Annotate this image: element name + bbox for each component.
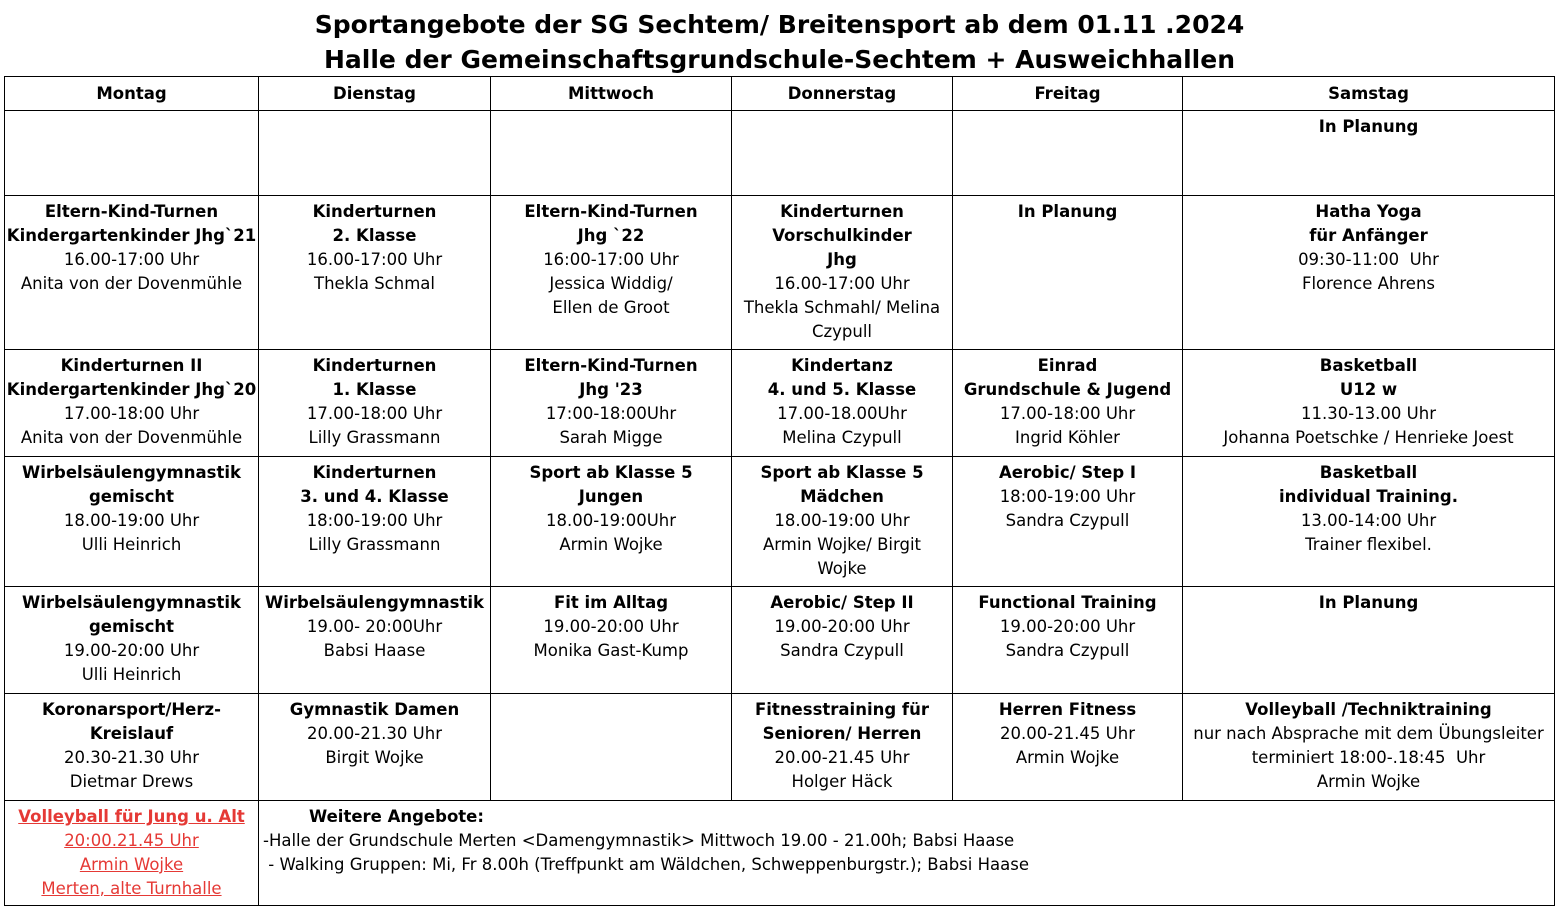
schedule-cell [953,587,1183,694]
course-title: Functional Training [978,593,1157,612]
course-title: Senioren/ Herren [762,724,922,743]
course-time: 18:00-19:00 Uhr [306,511,443,530]
schedule-cell [491,457,732,587]
schedule-cell [1183,350,1555,457]
course-time: 19.00-20:00 Uhr [63,641,200,660]
course-title: Eltern-Kind-Turnen [524,202,698,221]
course-detail: Thekla Schmal [314,274,435,293]
schedule-row [5,111,1555,196]
course-detail: Ulli Heinrich [81,665,182,684]
course-title: Mädchen [800,487,884,506]
schedule-cell [732,694,953,801]
course-title: Wirbelsäulengymnastik [265,593,484,612]
course-title: Aerobic/ Step II [770,593,914,612]
schedule-cell [953,694,1183,801]
course-title: Jhg '23 [579,380,643,399]
course-title: In Planung [1318,593,1419,612]
schedule-cell [259,196,491,350]
course-detail: Sandra Czypull [1005,641,1130,660]
course-title: Hatha Yoga [1315,202,1422,221]
course-time: 17.00-18:00 Uhr [63,404,200,423]
day-header: Freitag [953,77,1183,111]
course-title: Eltern-Kind-Turnen [524,356,698,375]
course-title: 1. Klasse [332,380,417,399]
schedule-cell [5,694,259,801]
course-detail: Sandra Czypull [1005,511,1130,530]
schedule-row [5,587,1555,694]
course-title: Fit im Alltag [553,593,669,612]
course-detail: terminiert 18:00-.18:45 Uhr [1251,748,1486,767]
course-detail: Armin Wojke [1015,748,1120,767]
course-time: 19.00- 20:00Uhr [306,617,443,636]
course-detail: Ingrid Köhler [1015,428,1120,447]
course-title: Kinderturnen [312,356,437,375]
schedule-cell [953,350,1183,457]
course-detail: Trainer flexibel. [1305,535,1432,554]
page-title: Sportangebote der SG Sechtem/ Breitensport ab dem 01.11 .2024 [314,10,1245,39]
course-time: 17.00-18.00Uhr [777,404,907,423]
volleyball-title: Volleyball für Jung u. Alt [18,807,245,826]
course-title: Fitnesstraining für [755,700,929,719]
course-title: U12 w [1339,380,1398,399]
course-detail: Babsi Haase [323,641,426,660]
course-title: Kindertanz [791,356,893,375]
further-offers-heading: Weitere Angebote: [309,807,484,826]
course-title: Jungen [578,487,644,506]
course-detail: Czypull [811,322,873,341]
schedule-row [5,457,1555,587]
day-header: Samstag [1183,77,1555,111]
schedule-cell [259,350,491,457]
course-title: Kinderturnen [312,202,437,221]
course-detail: Armin Wojke/ Birgit [762,535,921,554]
course-title: Kinderturnen II [60,356,203,375]
course-title: Jhg `22 [577,226,645,245]
schedule-cell [259,111,491,196]
schedule-cell [732,111,953,196]
schedule-cell [491,111,732,196]
course-detail: Sandra Czypull [780,641,904,660]
course-time: 19.00-20:00 Uhr [543,617,679,636]
course-detail: Wojke [817,559,867,578]
page-subtitle: Halle der Gemeinschaftsgrundschule-Sechtem + Ausweichhallen [323,45,1236,74]
course-title: 2. Klasse [332,226,417,245]
course-time: 16:00-17:00 Uhr [543,250,679,269]
course-title: Kindergartenkinder Jhg`21 [6,226,257,245]
course-title: Vorschulkinder [772,226,912,245]
course-title: Jhg [827,250,857,269]
schedule-cell [491,694,732,801]
course-time: 17:00-18:00Uhr [545,404,677,423]
course-title: Aerobic/ Step I [998,463,1137,482]
course-detail: Jessica Widdig/ [549,274,673,293]
course-time: 11.30-13.00 Uhr [1301,404,1436,423]
course-time: 17.00-18:00 Uhr [306,404,443,423]
schedule-cell [1183,111,1555,196]
course-title: Koronarsport/Herz-Kreislauf [42,700,221,743]
course-time: 18.00-19:00 Uhr [63,511,200,530]
further-offers-line: - Walking Gruppen: Mi, Fr 8.00h (Treffpunkt am Wäldchen, Schweppenburgstr.); Babsi Haase [263,855,1029,874]
course-time: 13.00-14:00 Uhr [1300,511,1437,530]
volleyball-time: 20:00.21.45 Uhr [64,831,199,850]
course-time: 18:00-19:00 Uhr [999,487,1136,506]
course-title: Kindergartenkinder Jhg`20 [6,380,257,399]
schedule-cell [732,350,953,457]
course-title: Herren Fitness [998,700,1137,719]
course-time: 20.30-21.30 Uhr [64,748,199,767]
further-offers-line: -Halle der Grundschule Merten <Damengymnastik> Mittwoch 19.00 - 21.00h; Babsi Haase [263,831,1015,850]
course-detail: Armin Wojke [559,535,663,554]
day-header: Dienstag [259,77,491,111]
day-header: Donnerstag [732,77,953,111]
schedule-cell [1183,457,1555,587]
schedule-cell [491,196,732,350]
course-title: 3. und 4. Klasse [300,487,449,506]
course-title: Kinderturnen [312,463,437,482]
course-title: individual Training. [1279,487,1458,506]
schedule-cell [953,457,1183,587]
schedule-cell [5,457,259,587]
course-detail: Anita von der Dovenmühle [20,274,243,293]
course-title: für Anfänger [1309,226,1428,245]
volleyball-trainer: Armin Wojke [79,855,184,874]
schedule-cell [5,587,259,694]
day-header: Montag [5,77,259,111]
course-time: 18.00-19:00Uhr [545,511,677,530]
course-detail: Holger Häck [791,772,893,791]
course-title: In Planung [1318,117,1419,136]
course-detail: Lilly Grassmann [308,428,441,447]
schedule-cell [5,350,259,457]
course-time: 19.00-20:00 Uhr [999,617,1136,636]
course-title: Gymnastik Damen [289,700,460,719]
course-time: 20.00-21.30 Uhr [307,724,442,743]
schedule-cell [732,457,953,587]
course-title: Kinderturnen [780,202,904,221]
course-detail: Melina Czypull [782,428,902,447]
course-time: 09:30-11:00 Uhr [1298,250,1439,269]
course-detail: Birgit Wojke [325,748,424,767]
course-time: 17.00-18:00 Uhr [999,404,1136,423]
course-detail: Monika Gast-Kump [533,641,689,660]
schedule-cell [1183,196,1555,350]
schedule-cell [491,350,732,457]
schedule-cell [259,694,491,801]
course-title: gemischt [88,617,175,636]
course-title: Eltern-Kind-Turnen [44,202,219,221]
schedule-cell [732,587,953,694]
day-header: Mittwoch [491,77,732,111]
schedule-cell [953,111,1183,196]
course-time: 20.00-21.45 Uhr [1000,724,1135,743]
schedule-row [5,196,1555,350]
schedule-cell [1183,587,1555,694]
course-detail: Ellen de Groot [552,298,670,317]
course-detail: Anita von der Dovenmühle [20,428,243,447]
course-time: 16.00-17:00 Uhr [306,250,443,269]
schedule-cell [953,196,1183,350]
course-title: Basketball [1319,463,1418,482]
course-time: 20.00-21.45 Uhr [774,748,910,767]
day-header-row [5,77,1555,111]
schedule-cell [5,196,259,350]
schedule-cell [732,196,953,350]
schedule-cell [491,587,732,694]
course-detail: Dietmar Drews [69,772,194,791]
course-title: 4. und 5. Klasse [767,380,917,399]
course-title: Wirbelsäulengymnastik [22,463,241,482]
schedule-cell [5,111,259,196]
schedule-row [5,350,1555,457]
volleyball-place: Merten, alte Turnhalle [41,879,222,898]
course-detail: Lilly Grassmann [308,535,441,554]
course-detail: Florence Ahrens [1301,274,1436,293]
course-title: gemischt [88,487,175,506]
course-title: Grundschule & Jugend [963,380,1172,399]
footer-row [5,801,1555,906]
schedule-cell [259,587,491,694]
course-time: 18.00-19:00 Uhr [774,511,910,530]
course-detail: Ulli Heinrich [81,535,182,554]
course-title: Sport ab Klasse 5 [760,463,924,482]
course-time: nur nach Absprache mit dem Übungsleiter [1193,724,1544,743]
course-time: 16.00-17:00 Uhr [63,250,200,269]
course-title: Einrad [1037,356,1098,375]
schedule-row [5,694,1555,801]
further-offers-cell [259,801,1555,906]
schedule-cell [259,457,491,587]
course-title: Basketball [1319,356,1418,375]
course-time: 19.00-20:00 Uhr [774,617,910,636]
schedule-table [4,76,1555,906]
volleyball-cell [5,801,259,906]
course-detail: Armin Wojke [1316,772,1421,791]
course-title: Wirbelsäulengymnastik [22,593,241,612]
course-detail: Sarah Migge [559,428,663,447]
course-title: Volleyball /Techniktraining [1245,700,1492,719]
course-title: In Planung [1017,202,1118,221]
schedule-cell [1183,694,1555,801]
course-time: 16.00-17:00 Uhr [774,274,910,293]
course-detail: Johanna Poetschke / Henrieke Joest [1223,428,1514,447]
course-detail: Thekla Schmahl/ Melina [743,298,941,317]
course-title: Sport ab Klasse 5 [529,463,693,482]
